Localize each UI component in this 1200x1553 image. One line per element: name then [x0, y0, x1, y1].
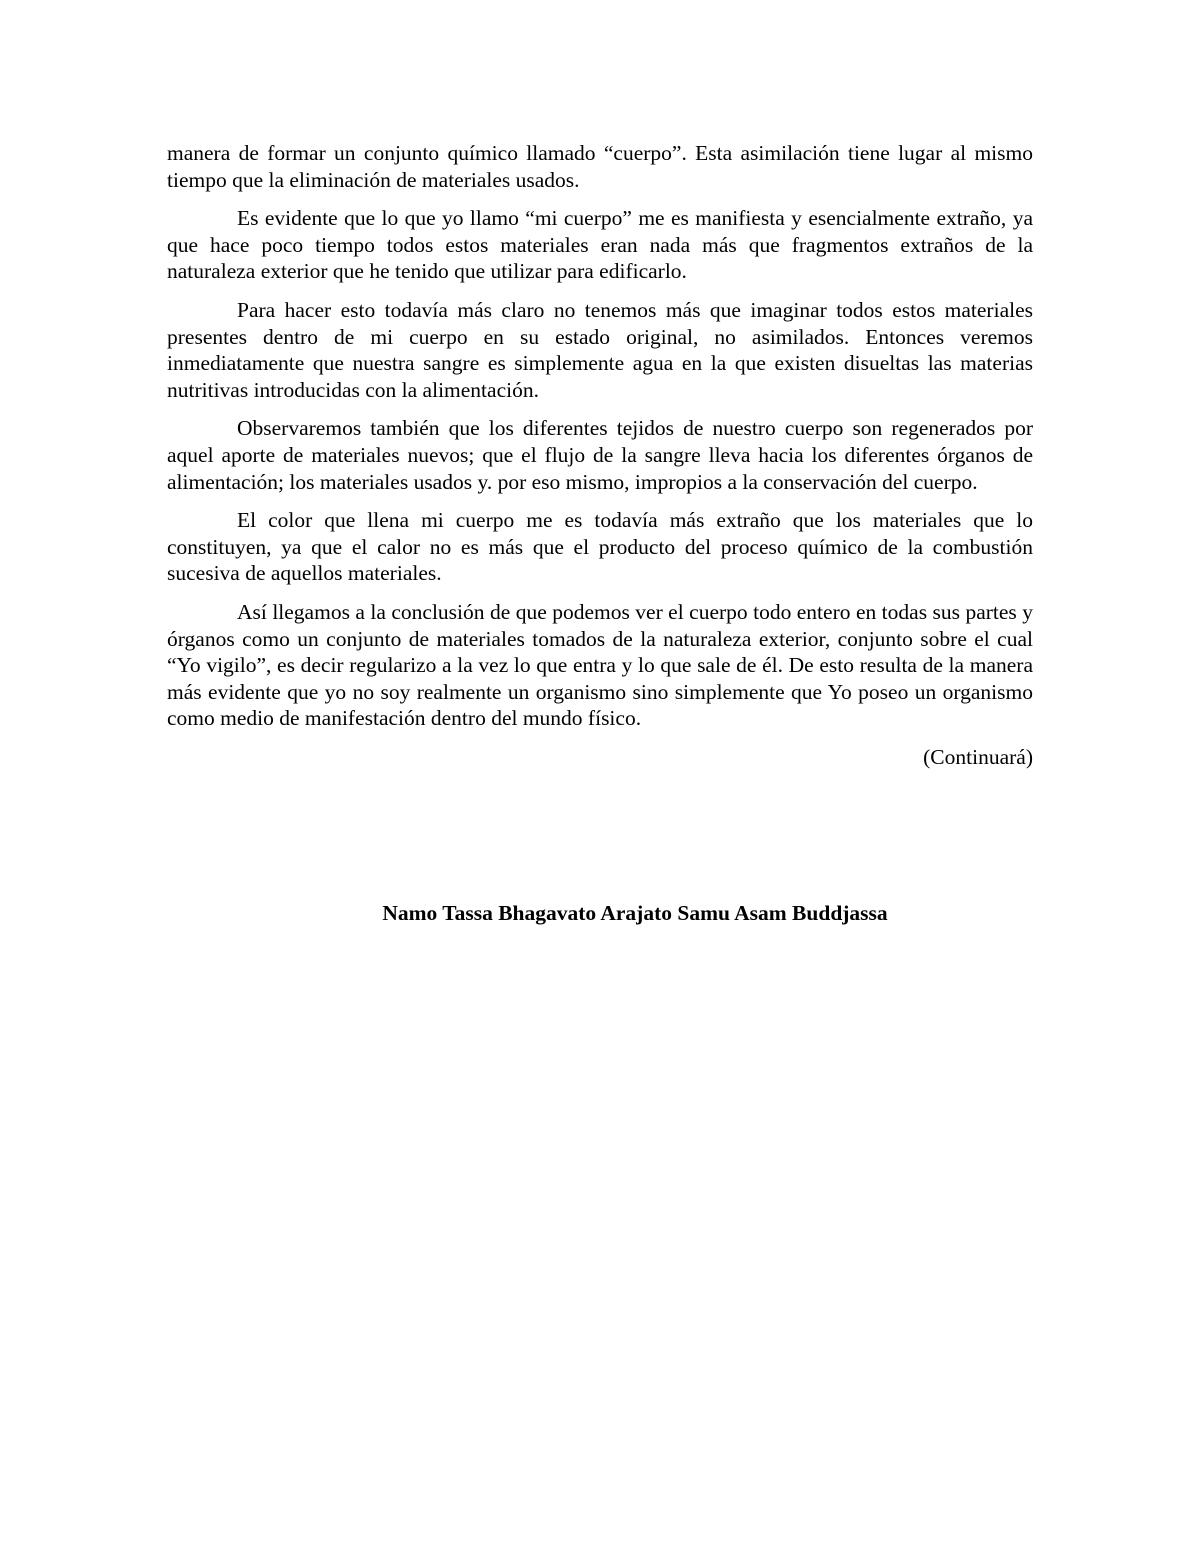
continues-note: (Continuará): [923, 744, 1033, 769]
paragraph-tissues: Observaremos también que los diferentes tejidos de nuestro cuerpo son regenerados por aquel aporte de materiales nuevos; que el flujo de la sangre lleva hacia los diferentes órganos de alimentación; los materiales usados y. por eso mismo, impropios a la conservación del cuerpo.: [167, 416, 1033, 494]
body-text: [167, 140, 1033, 770]
paragraph-heat: El color que llena mi cuerpo me es todavía más extraño que los materiales que lo constituyen, ya que el calor no es más que el producto del proceso químico de la combustión sucesiva de aquellos materiales.: [167, 508, 1033, 586]
paragraph-conclusion: Así llegamos a la conclusión de que podemos ver el cuerpo todo entero en todas sus partes y órganos como un conjunto de materiales tomados de la naturaleza exterior, conjunto sobre el cual “Yo vigilo”, es decir regularizo a la vez lo que entra y lo que sale de él. De esto resulta de la manera más evidente que yo no soy realmente un organismo sino simplemente que Yo poseo un organismo como medio de manifestación dentro del mundo físico.: [167, 599, 1033, 731]
closing-invocation: Namo Tassa Bhagavato Arajato Samu Asam Buddjassa: [382, 901, 888, 925]
paragraph-continuation: manera de formar un conjunto químico llamado “cuerpo”. Esta asimilación tiene lugar al mismo tiempo que la eliminación de materiales usados.: [167, 141, 1033, 192]
paragraph-blood-water: Para hacer esto todavía más claro no tenemos más que imaginar todos estos materiales presentes dentro de mi cuerpo en su estado original, no asimilados. Entonces veremos inmediatamente que nuestra sangre es simplemente agua en la que existen disueltas las materias nutritivas introducidas con la alimentación.: [167, 297, 1033, 402]
paragraph-body-strange: Es evidente que lo que yo llamo “mi cuerpo” me es manifiesta y esencialmente extraño, ya que hace poco tiempo todos estos materiales eran nada más que fragmentos extraños de la naturaleza exterior que he tenido que utilizar para edificarlo.: [167, 206, 1033, 284]
